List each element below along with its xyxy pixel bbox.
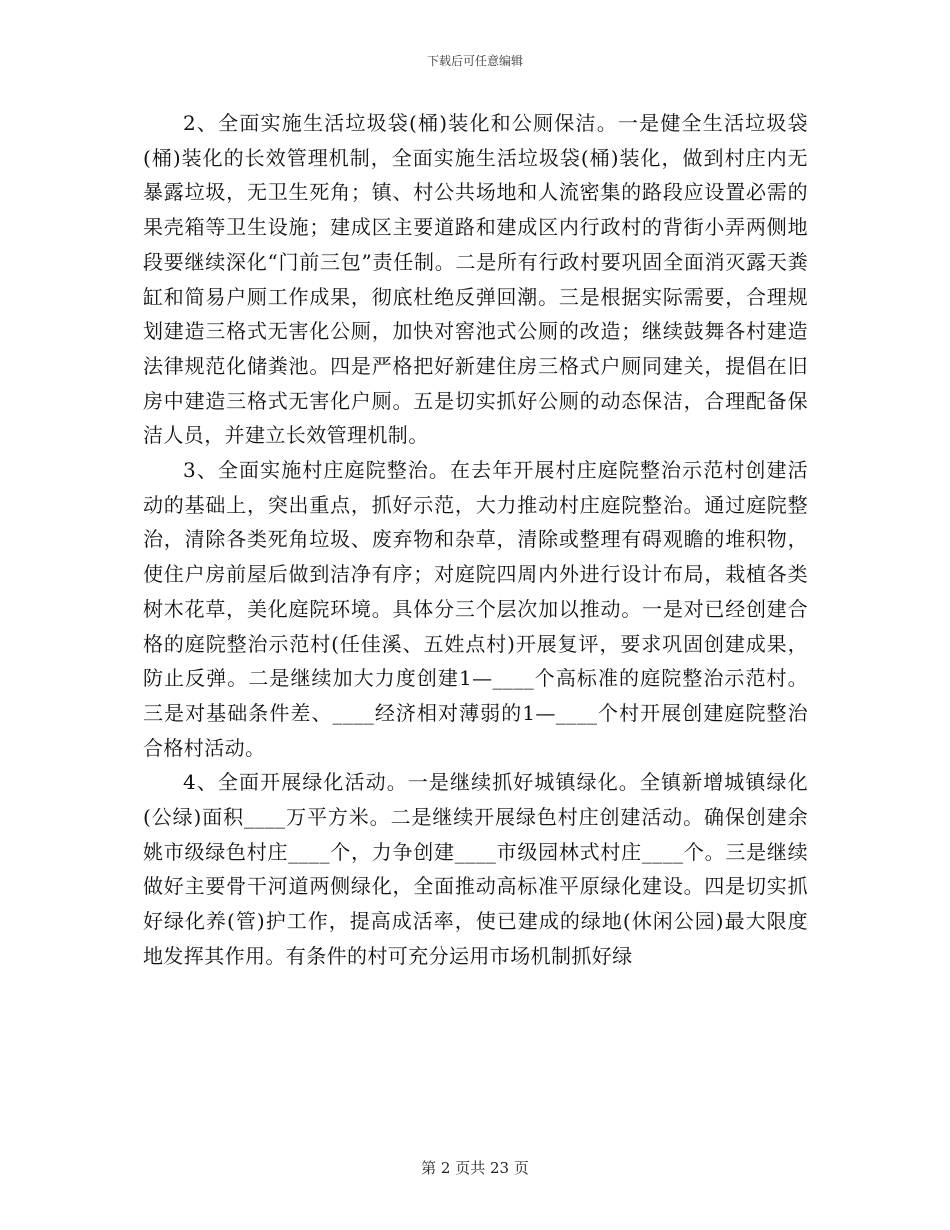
paragraph-item-3: 3、全面实施村庄庭院整治。在去年开展村庄庭院整治示范村创建活动的基础上，突出重点，抓好示范，大力推动村庄庭院整治。通过庭院整治，清除各类死角垃圾、废弃物和杂草，清除或整理有碍观瞻的堆积物，使住户房前屋后做到洁净有序；对庭院四周内外进行设计布局，栽植各类树木花草，美化庭院环境。具体分三个层次加以推动。一是对已经创建合格的庭院整治示范村(任佳溪、五姓点村)开展复评，要求巩固创建成果，防止反弹。二是继续加大力度创建1—____个高标准的庭院整治示范村。三是对基础条件差、____经济相对薄弱的1—____个村开展创建庭院整治合格村活动。 — [143, 458, 808, 760]
paragraph-item-4: 4、全面开展绿化活动。一是继续抓好城镇绿化。全镇新增城镇绿化(公绿)面积____万平方米。二是继续开展绿色村庄创建活动。确保创建余姚市级绿色村庄____个，力争创建____市级园林式村庄____个。三是继续做好主要骨干河道两侧绿化，全面推动高标准平原绿化建设。四是切实抓好绿化养(管)护工作，提高成活率，使已建成的绿地(休闲公园)最大限度地发挥其作用。有条件的村可充分运用市场机制抓好绿 — [143, 770, 808, 968]
document-body — [143, 106, 808, 974]
page-header: 下载后可任意编辑 — [426, 54, 523, 68]
paragraph-item-2: 2、全面实施生活垃圾袋(桶)装化和公厕保洁。一是健全生活垃圾袋(桶)装化的长效管理机制，全面实施生活垃圾袋(桶)装化，做到村庄内无暴露垃圾，无卫生死角；镇、村公共场地和人流密集的路段应设置必需的果壳箱等卫生设施；建成区主要道路和建成区内行政村的背街小弄两侧地段要继续深化“门前三包”责任制。二是所有行政村要巩固全面消灭露天粪缸和简易户厕工作成果，彻底杜绝反弹回潮。三是根据实际需要，合理规划建造三格式无害化公厕，加快对窖池式公厕的改造；继续鼓舞各村建造法律规范化储粪池。四是严格把好新建住房三格式户厕同建关，提倡在旧房中建造三格式无害化户厕。五是切实抓好公厕的动态保洁，合理配备保洁人员，并建立长效管理机制。 — [143, 111, 808, 448]
page-footer: 第 2 页共 23 页 — [421, 1159, 529, 1177]
